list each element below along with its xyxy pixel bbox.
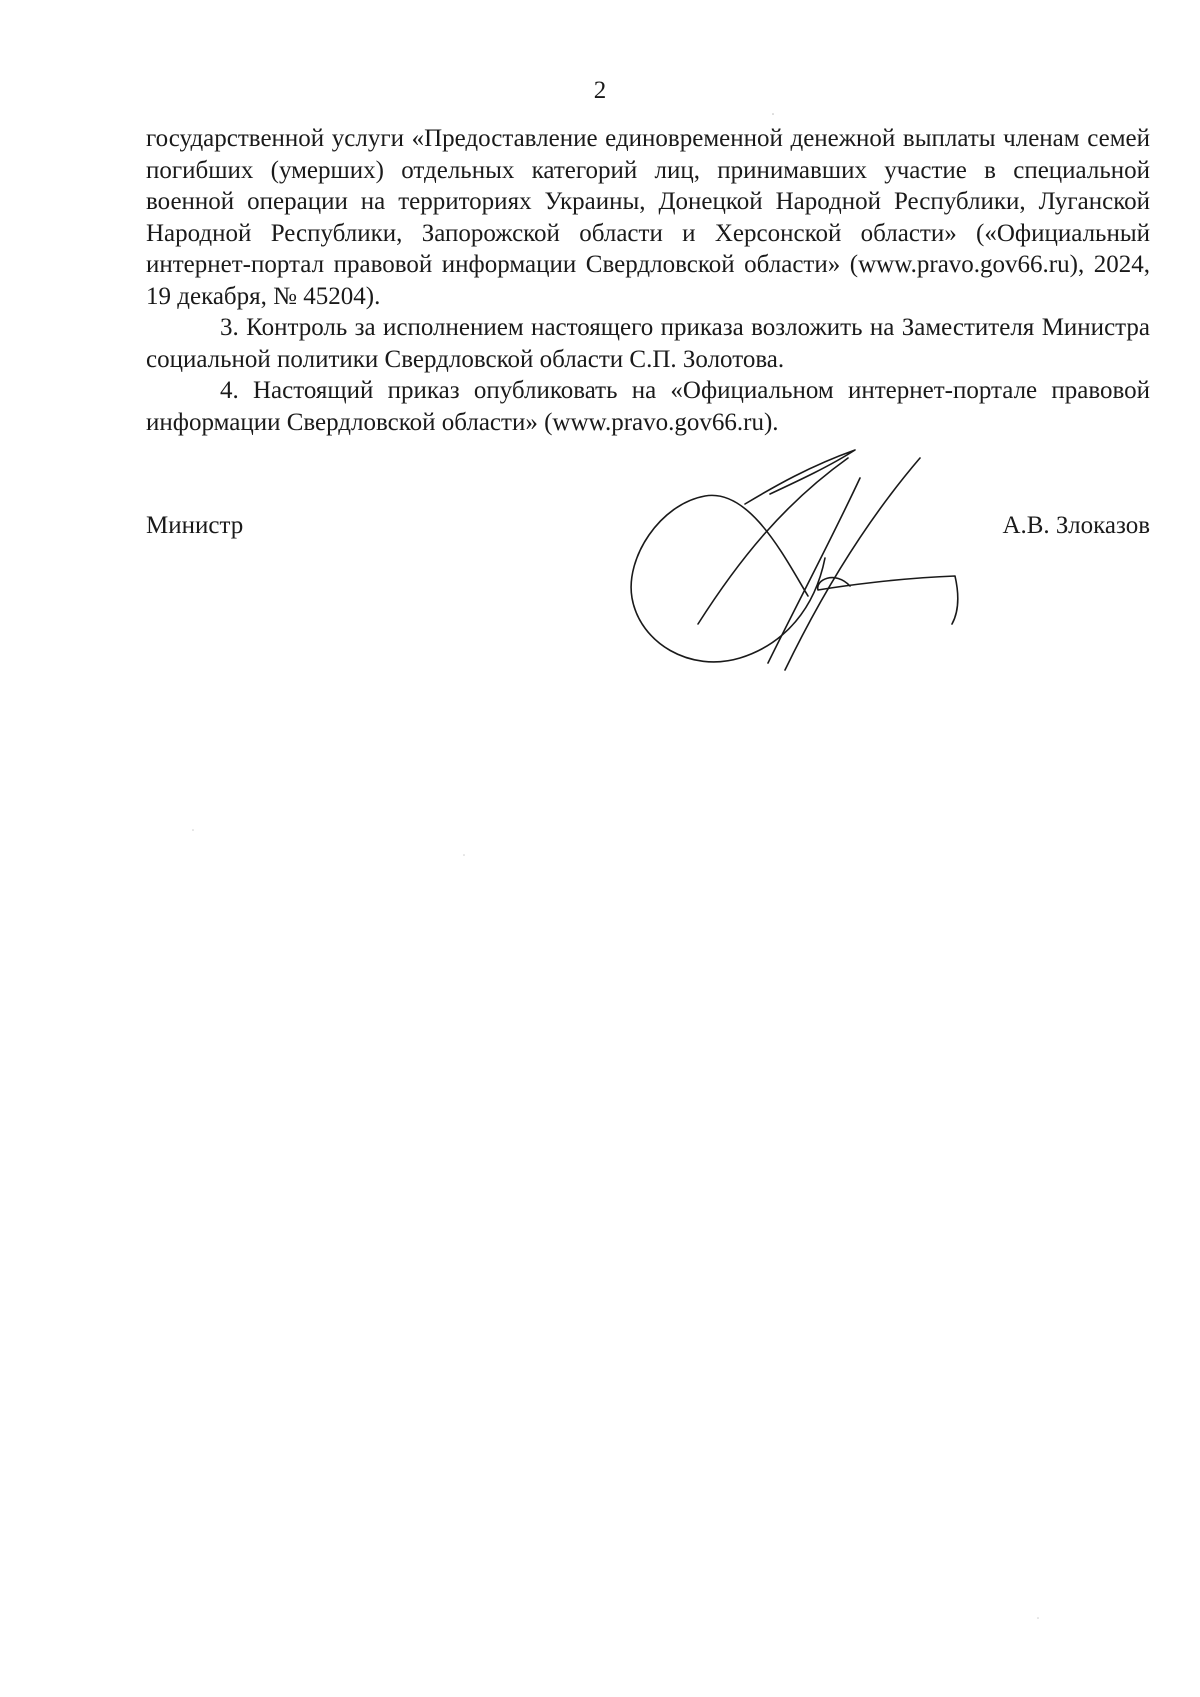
signature-tail-stroke [818,576,958,624]
signature-vertical-stroke-2 [785,458,920,670]
paragraph-item-4: 4. Настоящий приказ опубликовать на «Официальном интернет-портале правовой информации Свердловской области» (www.pravo.gov66.ru). [146,377,1150,436]
signature-diagonal-stroke-2 [745,450,855,504]
signatory-position: Министр [146,512,244,539]
signatory-name: А.В. Злоказов [1002,512,1150,539]
signature-block [146,510,1150,550]
paragraph-item-3: 3. Контроль за исполнением настоящего приказа возложить на Заместителя Министра социальной политики Свердловской области С.П. Золотова. [146,314,1150,373]
handwritten-signature [610,448,1010,688]
scan-speck [463,854,465,856]
paragraph-continuation: государственной услуги «Предоставление единовременной денежной выплаты членам семей погибших (умерших) отдельных категорий лиц, принимавших участие в специальной военной операции на территориях Украины, Донецкой Народной Республики, Луганской Народной Республики, Запорожской области и Херсонской области» («Официальный интернет-портал правовой информации Свердловской области» (www.pravo.gov66.ru), 2024, 19 декабря, № 45204). [146,125,1150,310]
scan-speck [1037,1617,1039,1619]
signature-vertical-stroke [768,478,860,663]
page-number: 2 [593,77,607,104]
scan-speck [192,829,194,831]
scan-speck [772,113,774,115]
document-body [146,123,1150,438]
